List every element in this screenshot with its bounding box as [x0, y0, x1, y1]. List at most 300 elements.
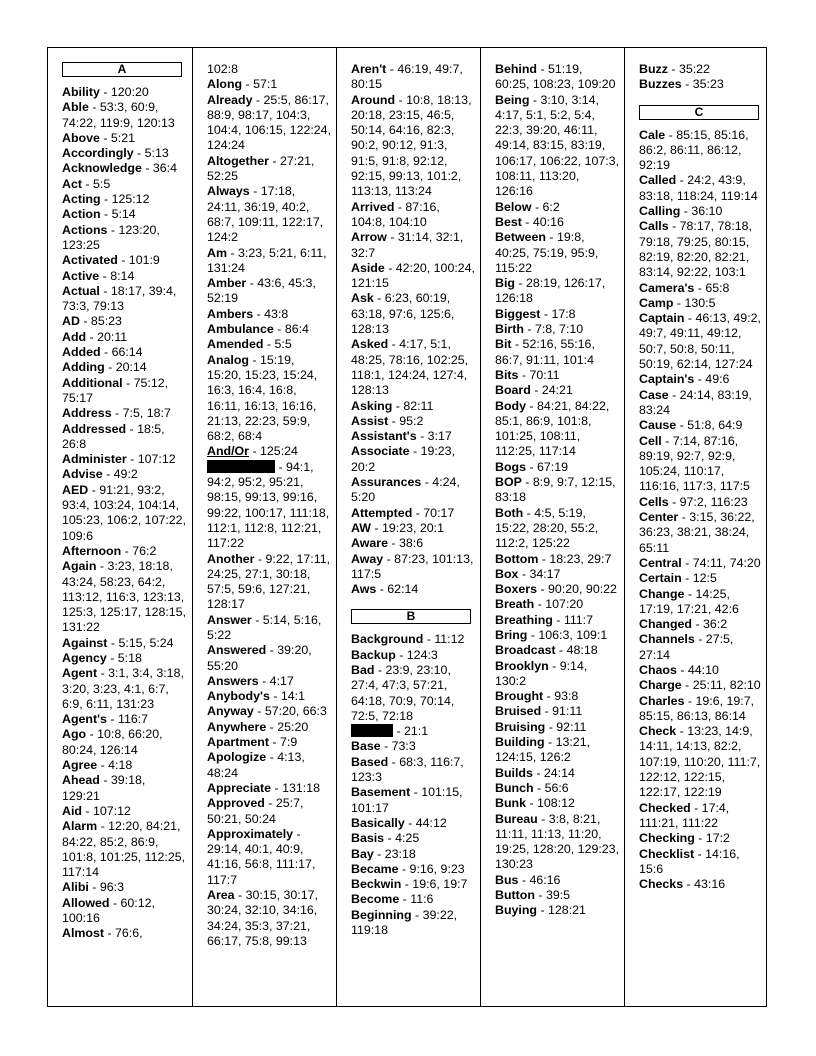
index-term: Anybody's: [207, 689, 270, 704]
page-line-references: 3:1, 3:4, 3:18, 3:20, 3:23, 4:1, 6:7, 6:9, 6:11, 131:23: [62, 666, 184, 711]
index-entry: Area - 30:15, 30:17, 30:24, 32:10, 34:16, 34:24, 35:3, 37:21, 66:17, 75:8, 99:13: [207, 888, 318, 948]
index-term: Approximately: [207, 826, 294, 841]
index-term: Able: [62, 100, 89, 115]
page-line-references: 5:14, 5:16, 5:22: [207, 612, 322, 642]
page-line-references: 76:2: [132, 543, 157, 558]
page-line-references: 17:4, 111:21, 111:22: [639, 800, 730, 830]
page-line-references: 49:6: [705, 372, 730, 387]
index-entry: Approximately - 29:14, 40:1, 40:9, 41:16, 56:8, 111:17, 117:7: [207, 826, 316, 887]
page-line-references: 25:7, 50:21, 50:24: [207, 796, 304, 826]
index-entry: Accordingly - 5:13: [62, 146, 169, 161]
index-term: Behind: [495, 62, 537, 76]
index-entry: Called - 24:2, 43:9, 83:18, 118:24, 119:14: [639, 173, 758, 203]
index-term: Became: [351, 861, 399, 876]
page-line-references: 7:5, 18:7: [122, 406, 171, 421]
page-line-references: 53:3, 60:9, 74:22, 119:9, 120:13: [62, 100, 175, 130]
index-entry: Adding - 20:14: [62, 360, 147, 375]
page-line-references: 44:10: [687, 662, 719, 677]
index-term: Assist: [351, 413, 389, 428]
index-term: Amber: [207, 276, 247, 291]
index-term: Brought: [495, 689, 544, 704]
index-entry: Ambers - 43:8: [207, 306, 289, 321]
index-entry: Anyway - 57:20, 66:3: [207, 704, 327, 719]
page-line-references: 120:20: [110, 85, 149, 99]
index-entry: Bring - 106:3, 109:1: [495, 627, 608, 642]
index-term: AD: [62, 314, 80, 329]
page-line-references: 131:18: [282, 780, 320, 795]
index-entry: Brought - 93:8: [495, 689, 579, 704]
page-line-references: 18:5, 26:8: [62, 421, 165, 451]
index-entry: Additional - 75:12, 75:17: [62, 375, 169, 405]
page-line-references: 107:12: [92, 803, 131, 818]
index-entry: Channels - 27:5, 27:14: [639, 632, 734, 662]
index-entry: Chaos - 44:10: [639, 662, 719, 677]
index-entry: Basement - 101:15, 101:17: [351, 785, 463, 815]
index-term: Activated: [62, 253, 118, 268]
page-line-references: 25:11, 82:10: [692, 678, 761, 693]
page-line-references: 20:11: [97, 329, 128, 344]
page-line-references: 123:20, 123:25: [62, 222, 160, 252]
page-line-references: 5:21: [110, 130, 136, 145]
index-entry: Ability - 120:20: [62, 85, 149, 99]
index-entry: Best - 40:16: [495, 214, 564, 229]
index-entry: Almost - 76:6,: [62, 926, 143, 941]
index-entry: Again - 3:23, 18:18, 43:24, 58:23, 64:2, 113:12, 116:3, 123:13, 125:3, 125:17, 128:15, 131:22: [62, 559, 187, 635]
index-entry: Bottom - 18:23, 29:7: [495, 551, 612, 566]
index-entry: Buying - 128:21: [495, 903, 586, 918]
page-line-references: 9:22, 17:11, 24:25, 27:1, 30:18, 57:5, 59:6, 127:21, 128:17: [207, 551, 331, 612]
index-entry: Checklist - 14:16, 15:6: [639, 846, 740, 876]
index-term: Bruising: [495, 719, 546, 734]
page-line-references: 93:8: [554, 689, 579, 704]
section-letter-header: C: [639, 105, 759, 120]
index-entry: Asking - 82:11: [351, 398, 434, 413]
page-line-references: 5:5: [274, 337, 292, 352]
index-term: Below: [495, 199, 532, 214]
index-entry: Actual - 18:17, 39:4, 73:3, 79:13: [62, 283, 177, 314]
index-entry: Bad - 23:9, 23:10, 27:4, 47:3, 57:21, 64:18, 70:9, 70:14, 72:5, 72:18: [351, 662, 455, 723]
page-line-references: 51:19, 60:25, 108:23, 109:20: [495, 62, 616, 92]
index-term: Board: [495, 383, 531, 398]
page-line-references: 35:23: [692, 77, 724, 92]
index-term: Cell: [639, 433, 662, 448]
index-term: Body: [495, 398, 526, 413]
page-line-references: 5:18: [117, 650, 142, 665]
index-term: Checklist: [639, 846, 695, 861]
page-line-references: 84:21, 84:22, 85:1, 86:9, 101:8, 101:25, 108:11, 112:25, 117:14: [495, 398, 610, 459]
page-line-references: 76:6,: [115, 926, 143, 941]
index-entry: Builds - 24:14: [495, 765, 575, 780]
page-line-references: 12:20, 84:21, 84:22, 85:2, 86:9, 101:8, 101:25, 112:25, 117:14: [62, 819, 186, 880]
page-line-references: 20:14: [115, 360, 147, 375]
index-entry: Apartment - 7:9: [207, 735, 298, 750]
page-line-references: 11:12: [434, 632, 465, 647]
index-entry: Beginning - 39:22, 119:18: [351, 907, 458, 938]
index-term: Ask: [351, 291, 374, 306]
index-entry: Away - 87:23, 101:13, 117:5: [351, 551, 474, 581]
index-entry: Advise - 49:2: [62, 467, 138, 482]
page-line-references: 14:16, 15:6: [639, 846, 740, 876]
index-term: Basis: [351, 831, 385, 846]
index-entry: Aws - 62:14: [351, 582, 419, 597]
index-entry: Acknowledge - 36:4: [62, 161, 178, 176]
index-term: Checked: [639, 800, 691, 815]
page-line-references: 70:17: [423, 505, 455, 520]
index-term: Checking: [639, 831, 695, 846]
index-entry: Building - 13:21, 124:15, 126:2: [495, 735, 591, 765]
page-line-references: 8:14: [110, 268, 135, 283]
index-term: Agent: [62, 666, 98, 681]
index-entry: Amended - 5:5: [207, 337, 292, 352]
index-term: Central: [639, 555, 682, 570]
index-entry: - 94:1, 94:2, 95:2, 95:21, 98:15, 99:13, 99:16, 99:22, 100:17, 111:18, 112:1, 112:8, 112:21, 117:22: [207, 459, 330, 551]
index-term: Buzz: [639, 62, 668, 76]
page-line-references: 4:17, 5:1, 48:25, 78:16, 102:25, 118:1, 124:24, 127:4, 128:13: [351, 337, 469, 398]
index-term: Beckwin: [351, 877, 402, 892]
index-term: Answers: [207, 673, 259, 688]
index-entry: Center - 3:15, 36:22, 36:23, 38:21, 38:24, 65:11: [639, 510, 755, 555]
index-entry: Cells - 97:2, 116:23: [639, 494, 748, 509]
page-line-references: 4:18: [108, 758, 133, 773]
page-line-references: 5:14: [111, 207, 136, 222]
page-line-references: 4:5, 5:19, 15:22, 28:20, 55:2, 112:2, 125:22: [495, 505, 599, 551]
index-entry: Biggest - 17:8: [495, 306, 576, 321]
page-line-references: 21:1: [404, 724, 429, 739]
index-entry: Assistant's - 3:17: [351, 429, 452, 444]
index-term: Biggest: [495, 306, 541, 321]
index-entry: Charge - 25:11, 82:10: [639, 678, 761, 693]
section-letter-header: B: [351, 609, 471, 624]
index-term: Asked: [351, 337, 389, 352]
page-line-references: 124:3: [406, 647, 438, 662]
index-term: Box: [495, 566, 519, 581]
index-entry: Based - 68:3, 116:7, 123:3: [351, 754, 464, 785]
index-term: Anywhere: [207, 719, 267, 734]
index-entry: Basically - 44:12: [351, 815, 447, 830]
page-line-references: 125:24: [260, 444, 298, 459]
page-line-references: 48:18: [566, 643, 598, 658]
index-term: Administer: [62, 452, 127, 467]
page-line-references: 102:8: [207, 62, 239, 76]
index-entry: Acting - 125:12: [62, 192, 150, 207]
page-line-references: 25:5, 86:17, 88:9, 98:17, 104:3, 104:4, 106:15, 122:24, 124:24: [207, 92, 332, 153]
page-line-references: 25:20: [277, 719, 309, 734]
index-entry: Behind - 51:19, 60:25, 108:23, 109:20: [495, 62, 616, 92]
index-term: Attempted: [351, 505, 413, 520]
index-entry: Amber - 43:6, 45:3, 52:19: [207, 276, 316, 306]
index-term: Adding: [62, 360, 105, 375]
page-line-references: 19:8, 40:25, 75:19, 95:9, 115:22: [495, 230, 599, 275]
page-line-references: 87:16, 104:8, 104:10: [351, 199, 440, 229]
index-entry: Active - 8:14: [62, 268, 135, 283]
index-entry: Arrived - 87:16, 104:8, 104:10: [351, 199, 440, 229]
index-column-2: [192, 48, 336, 1006]
index-term: Ambulance: [207, 322, 274, 337]
index-term: Afternoon: [62, 543, 122, 558]
index-term: Buzzes: [639, 77, 682, 92]
page-line-references: 17:8: [551, 306, 576, 321]
page-line-references: 10:8, 66:20, 80:24, 126:14: [62, 727, 163, 757]
index-entry: Buzz - 35:22: [639, 62, 710, 76]
page-line-references: 107:20: [545, 597, 584, 612]
page-line-references: 87:23, 101:13, 117:5: [351, 551, 474, 581]
index-term: Around: [351, 92, 396, 107]
page-line-references: 24:14, 83:19, 83:24: [639, 387, 752, 417]
index-entry: Calls - 78:17, 78:18, 79:18, 79:25, 80:15, 82:19, 82:20, 82:21, 83:14, 92:22, 103:1: [639, 219, 752, 280]
page-line-references: 6:2: [542, 199, 560, 214]
index-term: Case: [639, 387, 669, 402]
index-entry: Basis - 4:25: [351, 831, 420, 846]
index-term: Apartment: [207, 735, 269, 750]
page-line-references: 94:1, 94:2, 95:2, 95:21, 98:15, 99:13, 99:16, 99:22, 100:17, 111:18, 112:1, 112:8, 112:21, 117:22: [207, 459, 330, 551]
index-term: Anyway: [207, 704, 254, 719]
index-entry: Both - 4:5, 5:19, 15:22, 28:20, 55:2, 112:2, 125:22: [495, 505, 599, 551]
index-entry: Certain - 12:5: [639, 571, 717, 586]
index-term: Basement: [351, 785, 411, 800]
page-line-references: 106:3, 109:1: [538, 627, 608, 642]
index-term: Actual: [62, 283, 100, 298]
page-line-references: 91:21, 93:2, 93:4, 103:24, 104:14, 105:23, 106:2, 107:22, 109:6: [62, 482, 187, 543]
index-term: Center: [639, 510, 679, 525]
page-line-references: 85:15, 85:16, 86:2, 86:11, 86:12, 92:19: [639, 127, 749, 173]
page-line-references: 3:23, 18:18, 43:24, 58:23, 64:2, 113:12, 116:3, 123:13, 125:3, 125:17, 128:15, 131:22: [62, 559, 187, 635]
index-term: Chaos: [639, 662, 677, 677]
page-line-references: 107:12: [137, 452, 176, 467]
index-term: Accordingly: [62, 146, 134, 161]
page-line-references: 27:21, 52:25: [207, 153, 315, 184]
index-column-4: [480, 48, 624, 1006]
index-term: Being: [495, 92, 530, 107]
page-line-references: 90:20, 90:22: [548, 582, 617, 597]
index-entry: Arrow - 31:14, 32:1, 32:7: [351, 230, 464, 260]
page-line-references: 24:14: [543, 765, 575, 780]
page-line-references: 11:6: [410, 892, 434, 907]
index-term: Certain: [639, 571, 682, 586]
index-term: Cale: [639, 127, 666, 142]
page-line-references: 13:21, 124:15, 126:2: [495, 735, 591, 765]
page-line-references: 128:21: [548, 903, 586, 918]
index-entry: [207, 62, 331, 77]
index-entry: - 21:1: [351, 724, 475, 739]
index-term: Ambers: [207, 306, 254, 321]
index-entry: Brooklyn - 9:14, 130:2: [495, 658, 588, 688]
index-term: Additional: [62, 375, 123, 390]
index-entry: Changed - 36:2: [639, 617, 728, 632]
index-entry: Case - 24:14, 83:19, 83:24: [639, 387, 752, 417]
index-term: Captain's: [639, 372, 695, 387]
index-term: Area: [207, 888, 235, 903]
index-entry: Assist - 95:2: [351, 413, 424, 428]
index-term: Between: [495, 230, 546, 245]
index-term: Aside: [351, 260, 385, 275]
index-entry: Breath - 107:20: [495, 597, 584, 612]
index-entry: Aside - 42:20, 100:24, 121:15: [351, 260, 475, 291]
index-entry: Beckwin - 19:6, 19:7: [351, 877, 468, 892]
index-entry: Ago - 10:8, 66:20, 80:24, 126:14: [62, 727, 163, 757]
page-line-references: 82:11: [403, 398, 434, 413]
index-term: Cause: [639, 418, 677, 433]
page-line-references: 27:5, 27:14: [639, 632, 734, 662]
page-line-references: 67:19: [537, 459, 569, 474]
page-line-references: 29:14, 40:1, 40:9, 41:16, 56:8, 111:17, 117:7: [207, 842, 316, 887]
index-term: BOP: [495, 475, 522, 490]
index-entry: Answers - 4:17: [207, 673, 294, 688]
index-term: Ability: [62, 85, 100, 99]
index-term: Background: [351, 632, 424, 647]
page-line-references: 66:14: [111, 345, 143, 360]
index-term: Away: [351, 551, 384, 566]
page-line-references: 36:4: [152, 161, 178, 176]
index-entry: Asked - 4:17, 5:1, 48:25, 78:16, 102:25, 118:1, 124:24, 127:4, 128:13: [351, 337, 469, 398]
index-term: Bring: [495, 627, 528, 642]
page-line-references: 30:15, 30:17, 30:24, 32:10, 34:16, 34:24, 35:3, 37:21, 66:17, 75:8, 99:13: [207, 888, 318, 948]
redaction-bar: [351, 724, 393, 737]
index-entry: Address - 7:5, 18:7: [62, 406, 171, 421]
index-term: Agent's: [62, 712, 107, 727]
page-line-references: 92:11: [556, 719, 587, 734]
index-term: Amended: [207, 337, 264, 352]
page-line-references: 95:2: [399, 413, 424, 428]
index-term: Assistant's: [351, 429, 417, 444]
index-term: Always: [207, 184, 250, 199]
index-entry: Agree - 4:18: [62, 758, 133, 773]
page-line-references: 9:16, 9:23: [409, 861, 465, 876]
index-entry: Assurances - 4:24, 5:20: [351, 475, 460, 505]
index-entry: Bruised - 91:11: [495, 704, 583, 719]
page-line-references: 12:5: [692, 571, 717, 586]
page-line-references: 5:5: [92, 176, 111, 191]
page-line-references: 24:21: [541, 383, 573, 398]
page-line-references: 101:15, 101:17: [351, 785, 463, 815]
index-entry: Anywhere - 25:20: [207, 719, 309, 734]
index-page: [47, 47, 767, 1007]
index-term: Arrived: [351, 199, 395, 214]
index-term: Active: [62, 268, 100, 283]
page-line-references: 4:13, 48:24: [207, 750, 305, 780]
index-term: Added: [62, 345, 101, 360]
page-line-references: 35:22: [678, 62, 710, 76]
index-term: Bruised: [495, 704, 542, 719]
index-entry: Added - 66:14: [62, 345, 143, 360]
index-term: Acknowledge: [62, 161, 142, 176]
index-entry: Addressed - 18:5, 26:8: [62, 421, 165, 451]
index-term: Change: [639, 586, 685, 601]
index-term: Alarm: [62, 819, 98, 834]
page-line-references: 23:9, 23:10, 27:4, 47:3, 57:21, 64:18, 70:9, 70:14, 72:5, 72:18: [351, 662, 455, 723]
index-entry: Am - 3:23, 5:21, 6:11, 131:24: [207, 245, 327, 275]
index-entry: Body - 84:21, 84:22, 85:1, 86:9, 101:8, 101:25, 108:11, 112:25, 117:14: [495, 398, 610, 459]
index-entry: Buzzes - 35:23: [639, 77, 724, 92]
index-term: Check: [639, 724, 677, 739]
index-term: Again: [62, 559, 97, 574]
index-entry: Associate - 19:23, 20:2: [351, 444, 456, 474]
index-term: Against: [62, 635, 108, 650]
index-entry: Checks - 43:16: [639, 877, 726, 892]
page-line-references: 5:15, 5:24: [118, 635, 174, 650]
page-line-references: 74:11, 74:20: [692, 555, 761, 570]
index-term: Breath: [495, 597, 535, 612]
index-term: AW: [351, 520, 371, 535]
page-line-references: 4:17: [269, 673, 294, 688]
page-line-references: 111:7: [563, 612, 594, 627]
page-line-references: 49:2: [113, 467, 138, 482]
index-entry: Backup - 124:3: [351, 647, 438, 662]
index-term: Boxers: [495, 582, 538, 597]
page-line-references: 43:6, 45:3, 52:19: [207, 276, 316, 306]
page-line-references: 4:24, 5:20: [351, 475, 460, 505]
index-entry: Camp - 130:5: [639, 295, 716, 310]
index-entry: Cause - 51:8, 64:9: [639, 418, 743, 433]
index-column-5: [624, 48, 768, 1006]
page-line-references: 116:7: [117, 712, 149, 727]
page-line-references: 51:8, 64:9: [687, 418, 743, 433]
index-entry: Checking - 17:2: [639, 831, 730, 846]
index-term: Allowed: [62, 895, 110, 910]
index-entry: Cell - 7:14, 87:16, 89:19, 92:7, 92:9, 105:24, 110:17, 116:16, 117:3, 117:5: [639, 433, 750, 494]
index-term: Along: [207, 77, 243, 92]
index-entry: Central - 74:11, 74:20: [639, 555, 761, 570]
index-term: Apologize: [207, 750, 267, 765]
page-line-references: 39:18, 129:21: [62, 773, 146, 803]
index-entry: Attempted - 70:17: [351, 505, 455, 520]
index-term: Charge: [639, 678, 682, 693]
page-line-references: 39:5: [545, 888, 571, 903]
index-entry: Board - 24:21: [495, 383, 573, 398]
index-entry: Bogs - 67:19: [495, 459, 569, 474]
index-term: Ahead: [62, 773, 100, 788]
page-line-references: 46:19, 49:7, 80:15: [351, 62, 463, 92]
index-term: Appreciate: [207, 780, 272, 795]
index-entry: Became - 9:16, 9:23: [351, 861, 465, 876]
index-entry: Button - 39:5: [495, 888, 571, 903]
index-entry: Boxers - 90:20, 90:22: [495, 582, 617, 597]
index-term: Button: [495, 888, 535, 903]
index-term: Beginning: [351, 907, 412, 922]
page-line-references: 24:2, 43:9, 83:18, 118:24, 119:14: [639, 173, 758, 203]
index-term: Already: [207, 92, 253, 107]
index-entry: Administer - 107:12: [62, 452, 176, 467]
index-entry: AED - 91:21, 93:2, 93:4, 103:24, 104:14, 105:23, 106:2, 107:22, 109:6: [62, 482, 187, 543]
page-line-references: 78:17, 78:18, 79:18, 79:25, 80:15, 82:19, 82:20, 82:21, 83:14, 92:22, 103:1: [639, 219, 752, 280]
index-term: Both: [495, 505, 524, 520]
index-entry: Agent - 3:1, 3:4, 3:18, 3:20, 3:23, 4:1, 6:7, 6:9, 6:11, 131:23: [62, 666, 184, 711]
index-entry: Bits - 70:11: [495, 367, 560, 382]
index-entry: Able - 53:3, 60:9, 74:22, 119:9, 120:13: [62, 100, 175, 130]
page-line-references: 10:8, 18:13, 20:18, 23:15, 46:5, 50:14, 64:16, 82:3, 90:2, 90:12, 91:3, 91:5, 91:8, 92:12, 92:15, 99:13, 101:2, 113:13, 113:24: [351, 92, 472, 199]
index-entry: Answer - 5:14, 5:16, 5:22: [207, 612, 322, 642]
index-entry: Calling - 36:10: [639, 204, 723, 219]
index-entry: Allowed - 60:12, 100:16: [62, 895, 155, 926]
index-entry: Aren't - 46:19, 49:7, 80:15: [351, 62, 463, 92]
page-line-references: 17:18, 24:11, 36:19, 40:2, 68:7, 109:11, 122:17, 124:2: [207, 184, 324, 245]
page-line-references: 91:11: [552, 704, 583, 719]
page-line-references: 34:17: [529, 566, 561, 581]
index-term: Actions: [62, 222, 108, 237]
index-term: Bogs: [495, 459, 526, 474]
page-line-references: 85:23: [90, 314, 122, 329]
page-line-references: 46:13, 49:2, 49:7, 49:11, 49:12, 50:7, 50:8, 50:11, 50:19, 62:14, 127:24: [639, 311, 761, 372]
index-entry: Altogether - 27:21, 52:25: [207, 153, 315, 184]
page-line-references: 19:23, 20:1: [381, 520, 444, 535]
index-term: Ago: [62, 727, 87, 742]
index-entry: Cale - 85:15, 85:16, 86:2, 86:11, 86:12, 92:19: [639, 127, 749, 173]
index-entry: Add - 20:11: [62, 329, 128, 344]
index-entry: Another - 9:22, 17:11, 24:25, 27:1, 30:18, 57:5, 59:6, 127:21, 128:17: [207, 551, 331, 612]
index-entry: Ask - 6:23, 60:19, 63:18, 97:6, 125:6, 128:13: [351, 291, 455, 337]
index-entry: Along - 57:1: [207, 77, 278, 92]
index-term: Camera's: [639, 280, 695, 295]
index-entry: Actions - 123:20, 123:25: [62, 222, 160, 252]
